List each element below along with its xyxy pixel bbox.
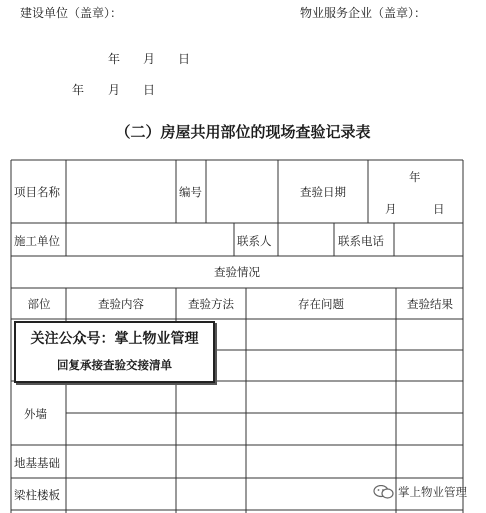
column-header-result: 查验结果 — [407, 297, 453, 311]
column-header-content: 查验内容 — [98, 297, 144, 311]
promo-watermark-box — [14, 321, 215, 383]
promo-watermark-subtitle: 回复承接查验交接清单 — [57, 358, 172, 372]
date-year: 年 — [108, 52, 121, 66]
page-title: （二）房屋共用部位的现场查验记录表 — [115, 123, 371, 141]
property-company-seal-label: 物业服务企业（盖章）： — [300, 6, 427, 20]
brand-name: 掌上物业管理 — [398, 485, 467, 499]
wechat-icon — [373, 485, 395, 499]
column-header-issues: 存在问题 — [298, 297, 344, 311]
date-month: 月 — [143, 52, 156, 66]
inspect-date-year: 年 — [409, 170, 421, 184]
date-day: 日 — [143, 83, 156, 97]
date-year: 年 — [72, 83, 85, 97]
inspect-date-month: 月 — [385, 202, 397, 216]
row-label-exterior-wall: 外墙 — [24, 407, 47, 421]
contact-phone-label: 联系电话 — [338, 234, 384, 248]
contact-person-label: 联系人 — [237, 234, 272, 248]
inspect-date-label: 查验日期 — [300, 185, 346, 199]
row-label-foundation: 地基基础 — [14, 456, 60, 470]
column-header-part: 部位 — [27, 297, 51, 311]
number-label: 编号 — [179, 185, 202, 199]
date-day: 日 — [178, 52, 191, 66]
date-month: 月 — [108, 83, 121, 97]
promo-watermark-title: 关注公众号：掌上物业管理 — [30, 331, 199, 347]
section-heading: 查验情况 — [214, 265, 260, 279]
developer-seal-label: 建设单位（盖章）： — [20, 6, 123, 20]
inspect-date-day: 日 — [433, 202, 445, 216]
contractor-label: 施工单位 — [14, 234, 60, 248]
row-label-beam-column-slab: 梁柱楼板 — [14, 488, 60, 502]
column-header-method: 查验方法 — [188, 297, 234, 311]
project-name-label: 项目名称 — [14, 185, 60, 199]
